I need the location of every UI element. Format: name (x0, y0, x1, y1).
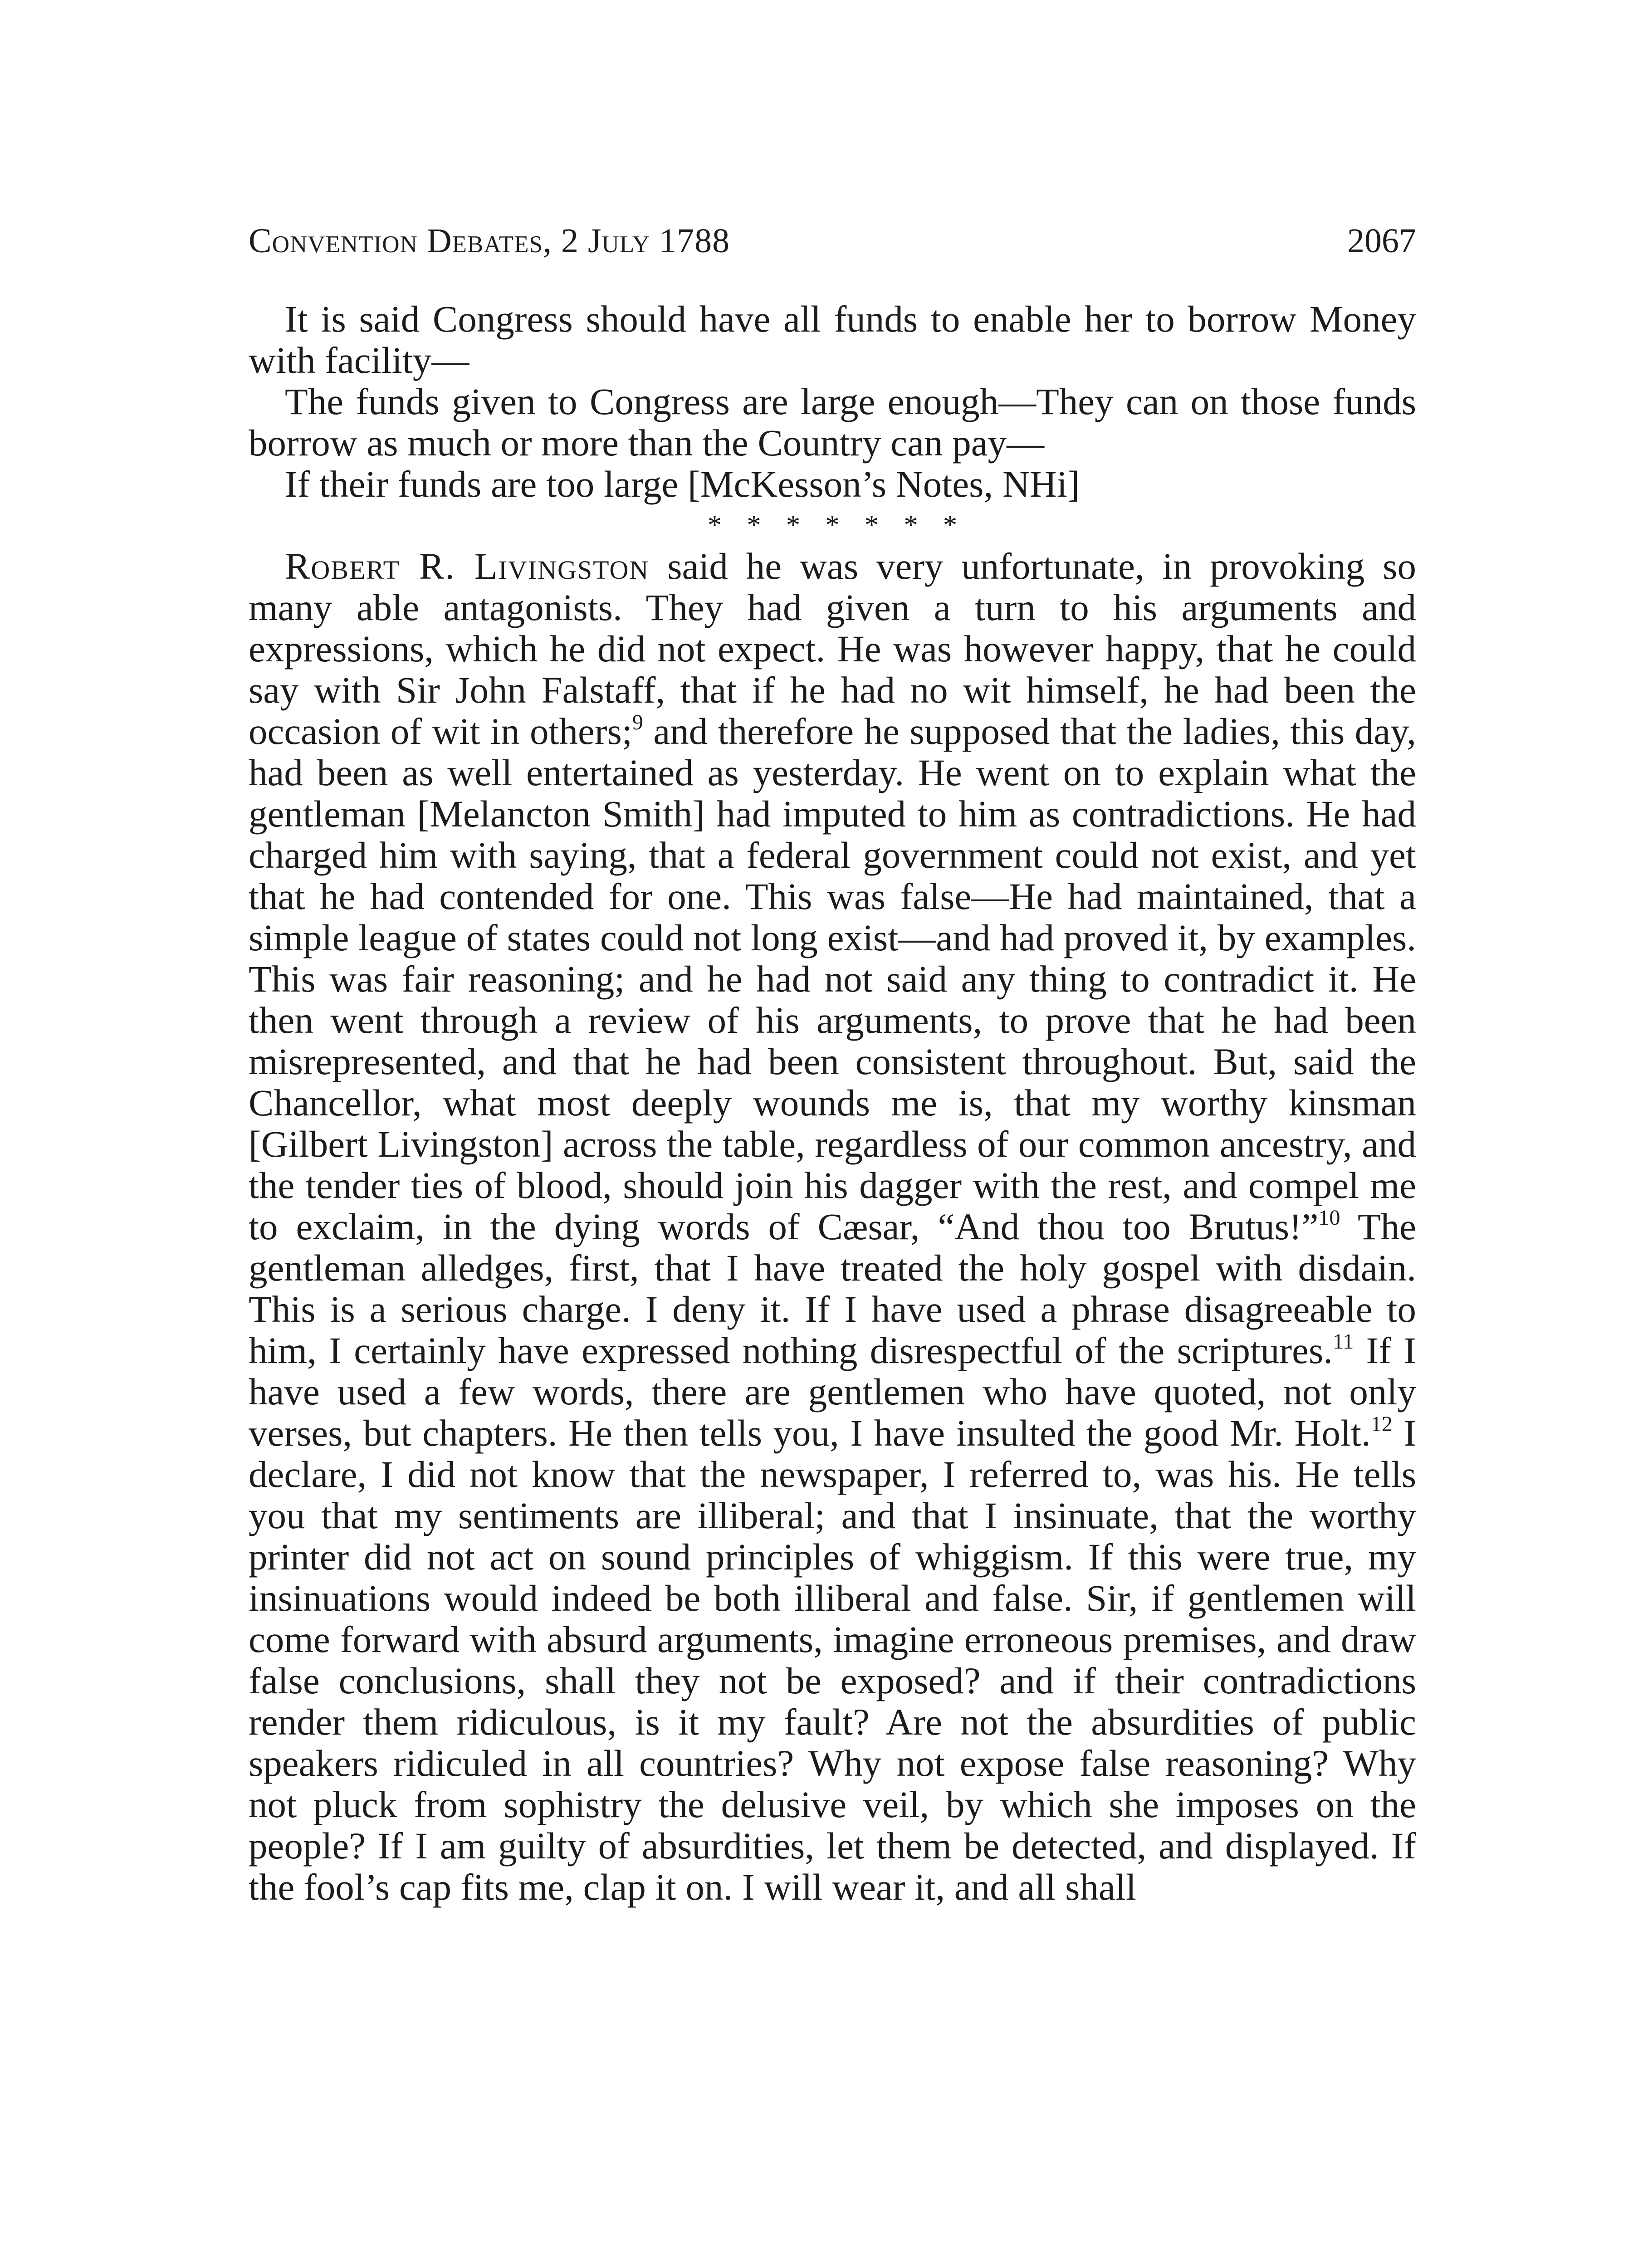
page-number: 2067 (1347, 222, 1416, 260)
speaker-name: Robert R. Livingston (285, 545, 650, 587)
document-page (249, 220, 1416, 1908)
speech-text-5: I declare, I did not know that the newspaper, I referred to, was his. He tells you that my sentiments are illiberal; and that I insinuate, that the worthy printer did not act on sound principles of whiggism. If this were true, my insinuations would indeed be both illiberal and false. Sir, if gentlemen will come forward with absurd arguments, imagine erroneous premises, and draw false conclusions, shall they not be exposed? and if their contradictions render them ridiculous, is it my fault? Are not the absurdities of public speakers ridiculed in all countries? Why not expose false reasoning? Why not pluck from sophistry the delusive veil, by which she imposes on the people? If I am guilty of absurdities, let them be detected, and displayed. If the fool’s cap fits me, clap it on. I will wear it, and all shall (249, 1412, 1416, 1908)
note-paragraph-1: It is said Congress should have all funds to enable her to borrow Money with facility— (249, 298, 1416, 381)
footnote-ref-11: 11 (1333, 1330, 1354, 1354)
speech-text-4: If I have used a few words, there are gentlemen who have quoted, not only verses, but chapters. He then tells you, I have insulted the good Mr. Holt. (249, 1330, 1417, 1454)
speech-text-3: The gentleman alledges, first, that I have treated the holy gospel with disdain. This is a serious charge. I deny it. If I have used a phrase disagreeable to him, I certainly have expressed nothing disrespectful of the scriptures. (249, 1206, 1416, 1371)
running-title: Convention Debates, 2 July 1788 (249, 222, 730, 260)
body-text (249, 298, 1416, 1908)
footnote-ref-9: 9 (632, 710, 643, 734)
speech-text-2: and therefore he supposed that the ladies, this day, had been as well entertained as yesterday. He went on to explain what the gentleman [Melancton Smith] had imputed to him as contradictions. He had charged him with saying, that a federal government could not exist, and yet that he had contended for one. This was false—He had maintained, that a simple league of states could not long exist—and had proved it, by examples. This was fair reasoning; and he had not said any thing to contradict it. He then went through a review of his arguments, to prove that he had been misrepresented, and that he had been consistent throughout. But, said the Chancellor, what most deeply wounds me is, that my worthy kinsman [Gilbert Livingston] across the table, regardless of our common ancestry, and the tender ties of blood, should join his dagger with the rest, and compel me to exclaim, in the dying words of Cæsar, “And thou too Brutus!” (249, 710, 1416, 1247)
note-paragraph-3: If their funds are too large [McKesson’s Notes, NHi] (285, 463, 1080, 505)
section-separator: * * * * * * * (708, 510, 966, 541)
footnote-ref-10: 10 (1318, 1206, 1340, 1230)
speech-paragraph (249, 546, 1416, 1908)
running-head (249, 220, 1416, 261)
footnote-ref-12: 12 (1370, 1412, 1393, 1436)
note-paragraph-2: The funds given to Congress are large enough—They can on those funds borrow as much or more than the Country can pay— (249, 381, 1416, 464)
speech-text-1: said he was very unfortunate, in provoking so many able antagonists. They had given a turn to his arguments and expressions, which he did not expect. He was however happy, that he could say with Sir John Falstaff, that if he had no wit himself, he had been the occasion of wit in others; (249, 545, 1416, 752)
